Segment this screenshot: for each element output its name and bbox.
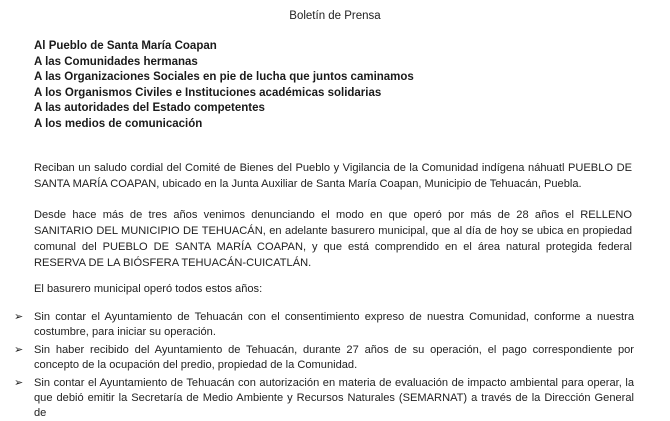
list-item-text: Sin haber recibido del Ayuntamiento de Tehuacán, durante 27 años de su operación, el pago correspondiente por concepto de la ocupación del predio, propiedad de la Comunidad. (34, 344, 634, 371)
greeting-paragraph (34, 160, 632, 192)
addressee-line: A los Organismos Civiles e Instituciones académicas solidarias (34, 86, 382, 99)
list-item (14, 343, 634, 373)
document-title: Boletín de Prensa (289, 10, 381, 22)
paragraph-text: . (308, 257, 312, 269)
arrow-bullet-icon: ➢ (14, 311, 24, 323)
operations-intro: El basurero municipal operó todos estos años: (34, 283, 263, 295)
addressee-line: A las autoridades del Estado competentes (34, 102, 265, 114)
list-item (14, 376, 634, 419)
paragraph-text: , en adelante basurero municipal, que al día de hoy se ubica en propiedad comunal del (34, 225, 632, 253)
landfill-name-emphasis: RELLENO SANITARIO DEL MUNICIPIO DE TEHUACÁN (34, 209, 632, 237)
addressee-list (34, 39, 634, 132)
arrow-bullet-icon: ➢ (14, 344, 24, 356)
list-item-text: Sin contar el Ayuntamiento de Tehuacán con autorización en materia de evaluación de impacto ambiental para operar, la que debió emitir la Secretaría de Medio Ambiente y Recursos Naturales (SEMARNAT) a través de la Dirección General de (34, 377, 634, 419)
list-item-text: Sin contar el Ayuntamiento de Tehuacán con el consentimiento expreso de nuestra Comunidad, conforme a nuestra costumbre, para iniciar su operación. (34, 311, 634, 338)
addressee-line: A las Organizaciones Sociales en pie de lucha que juntos caminamos (34, 71, 414, 83)
paragraph-text: , y que está comprendido en el área natural protegida federal (302, 241, 632, 253)
community-name-emphasis: PUEBLO DE SANTA MARÍA COAPAN (34, 162, 632, 190)
addressee-line: A las Comunidades hermanas (34, 55, 198, 68)
reserve-name-emphasis: RESERVA DE LA BIÓSFERA TEHUACÁN-CUICATLÁN (34, 257, 309, 269)
paragraph-text: Reciban un saludo cordial del Comité de Bienes del Pueblo y Vigilancia de la Comunidad indígena náhuatl (34, 162, 568, 174)
grievance-list (14, 310, 634, 419)
list-item (14, 310, 634, 340)
arrow-bullet-icon: ➢ (14, 377, 24, 389)
denunciation-paragraph (34, 207, 632, 271)
paragraph-text: , ubicado en la Junta Auxiliar de Santa María Coapan, Municipio de Tehuacán, Puebla. (156, 178, 582, 190)
addressee-line: A los medios de comunicación (34, 117, 203, 130)
addressee-line: Al Pueblo de Santa María Coapan (34, 40, 217, 52)
paragraph-text: Desde hace más de tres años venimos denunciando el modo en que operó por más de 28 años el (34, 209, 581, 221)
community-name-emphasis: PUEBLO DE SANTA MARÍA COAPAN (102, 241, 303, 253)
